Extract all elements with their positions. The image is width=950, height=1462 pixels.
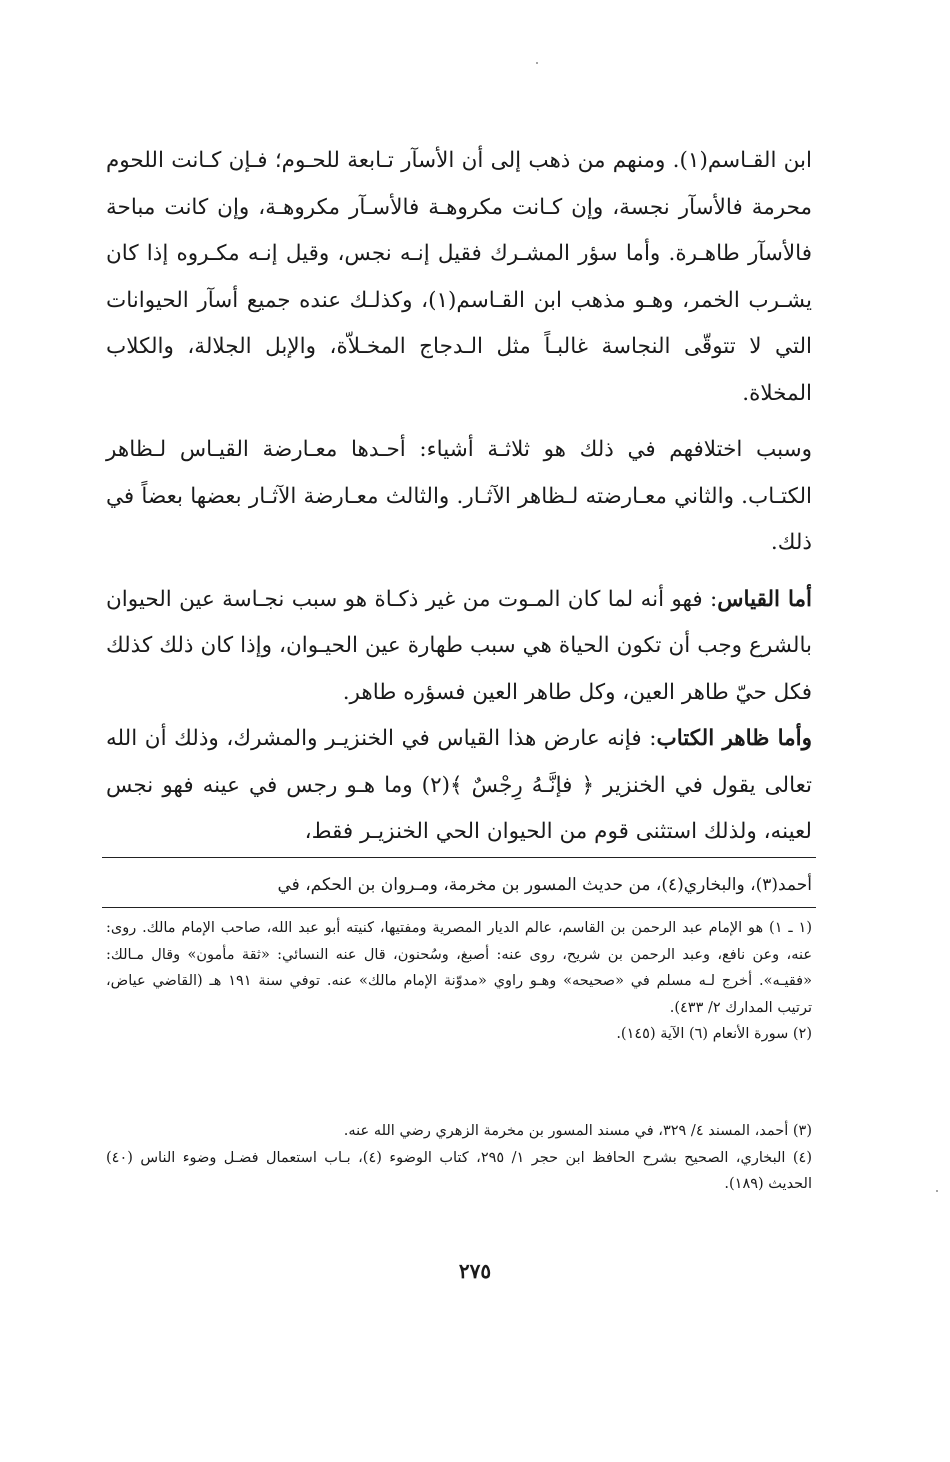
paragraph-2: وسبب اختلافهم في ذلك هو ثلاثـة أشياء: أحـدها معـارضة القيـاس لـظاهر الكتـاب. والثاني معـارضته لـظاهر الآثـار. والثالث معـارضة الآثـار بعضها بعضاً في ذلك. [106,437,812,555]
footnote-4: (٤) البخاري، الصحيح بشرح الحافظ ابن حجر ١/ ٢٩٥، كتاب الوضوء (٤)، بـاب استعمال فضـل وضوء الناس (٤٠) الحديث (١٨٩). [106,1149,812,1192]
carried-note: أحمد(٣)، والبخاري(٤)، من حديث المسور بن مخرمة، ومـروان بن الحكم، في [277,875,812,895]
main-text [106,138,812,856]
footnote-1: (١ ـ ١) هو الإمام عبد الرحمن بن القاسم، عالم الديار المصرية ومفتيها، كنيته أبو عبد الله، صاحب الإمام مالك. روى: عنه، وعن نافع، وعبد الرحمن بن شريح، روى عنه: أصبغ، وسُحنون، قال عنه النسائي: «ثقة مأمون» وقال مـالك: «فقيـه». أخرج لـه مسلم في «صحيحه» وهـو راوي «مدوّنة الإمام مالك» عنه. توفي سنة ١٩١ هـ (القاضي عياض، ترتيب المدارك ٢/ ٤٣٣). [106,920,813,1016]
paragraph-4-body: : فإنه عارض هذا القياس في الخنزيـر والمشرك، وذلك أن الله تعالى يقول في الخنزير ﴿ فإنَّـهُ رِجْسٌ ﴾(٢) وما هـو رجس في عينه فهو نجس لعينه، ولذلك استثنى قوم من الحيوان الحي الخنزيـر فقط، [106,726,812,844]
paragraph-3-lead: أما القياس [717,586,812,612]
footnote-divider [102,907,816,908]
paragraph-4-lead: وأما ظاهر الكتاب [656,726,813,751]
paragraph-1: ابن القـاسم(١). ومنهم من ذهب إلى أن الأسآر تـابعة للحـوم؛ فـإن كـانت اللحوم محرمة فالأسآر نجسة، وإن كـانت مكروهـة فالأسـآر مكروهـة، وإن كانت مباحة فالأسآر طاهـرة. وأما سؤر المشـرك فقيل إنـه نجس، وقيل إنـه مكـروه إذا كان يشـرب الخمر، وهـو مذهب ابن القـاسم(١)، وكذلـك عنده جميع أسآر الحيوانات التي لا تتوقّى النجاسة غالبـاً مثل الـدجاج المخـلاّة، والإبل الجلالة، والكلاب المخلاة. [106,148,813,406]
paragraph-3-body: : فهو أنه لما كان المـوت من غير ذكـاة هو سبب نجـاسة عين الحيوان بالشرع وجب أن تكون الحياة هي سبب طهارة عين الحيـوان، وإذا كان ذلك كذلك فكل حيّ طاهر العين، وكل طاهر العين فسؤره طاهر. [106,586,812,705]
paragraph-3 [106,577,812,717]
paragraph-4 [106,716,812,856]
scan-speck [936,1190,938,1192]
page-number: ٢٧٥ [458,1259,492,1283]
scan-speck [536,62,538,64]
footnote-3: (٣) أحمد، المسند ٤/ ٣٢٩، في مسند المسور بن مخرمة الزهري رضي الله عنه. [343,1123,812,1139]
footnotes-group-1 [106,915,812,1048]
footnote-divider-top [102,857,816,858]
footnotes-group-2 [106,1118,812,1198]
footnote-2: (٢) سورة الأنعام (٦) الآية (١٤٥). [616,1026,812,1042]
